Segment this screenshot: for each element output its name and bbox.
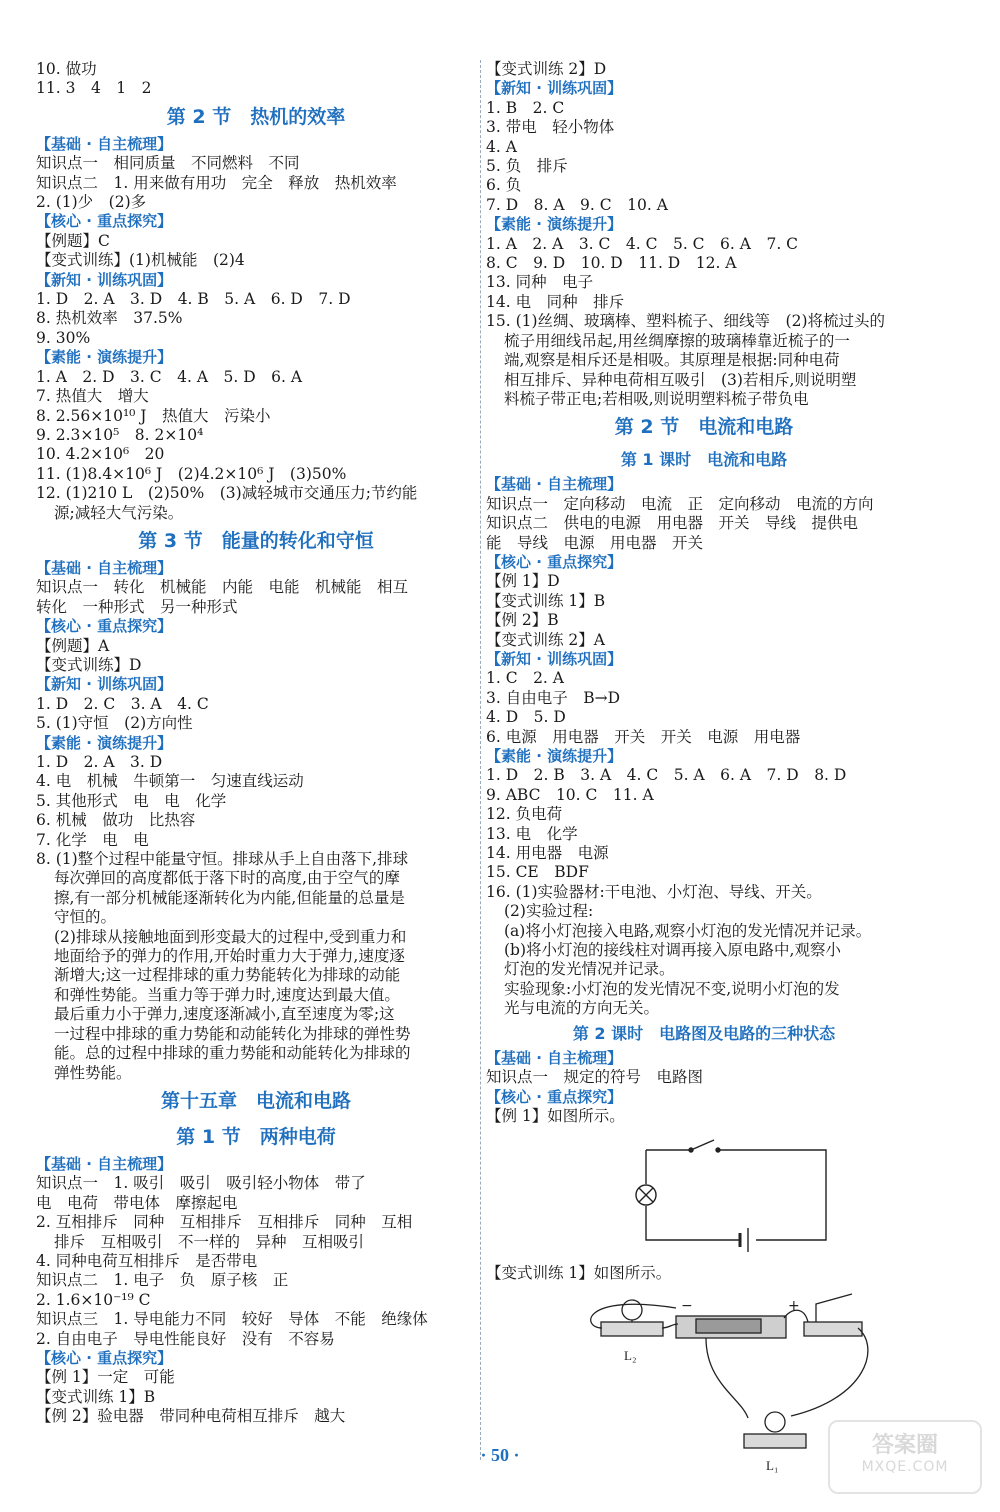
section-heading: 第 2 节 热机的效率 <box>166 105 346 128</box>
section-heading: 第 1 节 两种电荷 <box>176 1125 336 1148</box>
answer-line: 【例题】C <box>36 231 110 250</box>
answer-line: 8. (1)整个过程中能量守恒。排球从手上自由落下,排球 <box>36 850 409 869</box>
answer-line: 4. 电 机械 牛顿第一 匀速直线运动 <box>36 772 304 791</box>
answer-line: 11. 3 4 1 2 <box>36 79 152 98</box>
battery-plus-label: + <box>788 1297 800 1314</box>
answer-line: 5. 负 排斥 <box>486 157 568 176</box>
answer-line: 【例 1】一定 可能 <box>36 1368 175 1387</box>
answer-line: 9. ABC 10. C 11. A <box>486 785 654 804</box>
circuit-diagram-example-1 <box>486 1130 916 1260</box>
answer-line: 2. 1.6×10⁻¹⁹ C <box>36 1290 151 1309</box>
answer-line: 6. 电源 用电器 开关 开关 电源 用电器 <box>486 727 801 746</box>
watermark-url: MXQE.COM <box>861 1459 949 1475</box>
answer-line: 【变式训练 2】A <box>486 630 605 649</box>
answer-line: 10. 4.2×10⁶ 20 <box>36 445 165 464</box>
answer-line: 3. 带电 轻小物体 <box>486 118 615 137</box>
answer-line: (2)实验过程: <box>504 902 594 921</box>
lamp-l2-bulb <box>622 1300 642 1320</box>
block-label: 【基础 · 自主梳理】 <box>36 558 173 577</box>
lesson-heading: 第 2 课时 电路图及电路的三种状态 <box>572 1023 836 1043</box>
answer-line: 【例题】A <box>36 636 110 655</box>
column-divider <box>480 60 481 1460</box>
answer-line: 相互排斥、异种电荷相互吸引 (3)若相斥,则说明塑 <box>504 370 857 389</box>
answer-line: 弹性势能。 <box>54 1063 132 1082</box>
answer-line: 3. 自由电子 B→D <box>486 688 621 707</box>
answer-line: 【例 1】如图所示。 <box>486 1106 625 1125</box>
answer-line: 一过程中排球的重力势能和动能转化为排球的弹性势 <box>54 1024 411 1043</box>
answer-line: 7. 热值大 增大 <box>36 387 149 406</box>
block-label: 【核心 · 重点探究】 <box>486 552 623 571</box>
answer-line: 4. A <box>486 137 517 156</box>
switch-lever <box>816 1294 852 1322</box>
answer-line: 6. 机械 做功 比热容 <box>36 811 196 830</box>
page-number: · 50 · <box>480 1445 520 1465</box>
block-label: 【素能 · 演练提升】 <box>36 733 173 752</box>
watermark-logo <box>828 1420 982 1494</box>
answer-line: (b)将小灯泡的接线柱对调再接入原电路中,观察小 <box>504 941 841 960</box>
lamp-l2-label: L₂ <box>624 1347 637 1363</box>
answer-line: 知识点一 规定的符号 电路图 <box>486 1068 704 1087</box>
switch-base <box>804 1322 862 1336</box>
answer-line: 5. (1)守恒 (2)方向性 <box>36 714 193 733</box>
switch-blade <box>691 1140 714 1150</box>
answer-line: 【变式训练 1】B <box>36 1387 156 1406</box>
answer-line: 能 导线 电源 用电器 开关 <box>486 533 704 552</box>
answer-line: 知识点一 转化 机械能 内能 电能 机械能 相互 <box>36 578 409 597</box>
answer-line: 灯泡的发光情况并记录。 <box>504 960 675 979</box>
block-label: 【核心 · 重点探究】 <box>36 617 173 636</box>
answer-line: 电 电荷 带电体 摩擦起电 <box>36 1193 238 1212</box>
lamp-l1-bulb <box>765 1412 785 1432</box>
answer-line: 知识点二 1. 电子 负 原子核 正 <box>36 1271 289 1290</box>
wire <box>706 1338 748 1418</box>
section-heading: 第 2 节 电流和电路 <box>614 416 794 439</box>
answer-line: 1. D 2. A 3. D <box>36 753 163 771</box>
lesson-heading: 第 1 课时 电流和电路 <box>620 450 788 470</box>
wire <box>791 1328 868 1416</box>
answer-line: 10. 做功 <box>36 60 97 78</box>
section-heading: 第十五章 电流和电路 <box>160 1089 351 1112</box>
answer-line: 4. 同种电荷互相排斥 是否带电 <box>36 1251 258 1270</box>
answer-line: 13. 电 化学 <box>486 824 578 843</box>
block-label: 【基础 · 自主梳理】 <box>36 134 173 153</box>
answer-line: 每次弹回的高度都低于落下时的高度,由于空气的摩 <box>54 869 400 888</box>
answer-line: 12. 负电荷 <box>486 805 563 824</box>
block-label: 【核心 · 重点探究】 <box>36 1348 173 1367</box>
answer-line: 9. 2.3×10⁵ 8. 2×10⁴ <box>36 425 204 444</box>
circuit-wire <box>646 1206 740 1240</box>
answer-line: 15. CE BDF <box>486 863 589 882</box>
watermark-title: 答案圈 <box>871 1433 938 1458</box>
answer-line: 15. (1)丝绸、玻璃棒、塑料梳子、细线等 (2)将梳过头的 <box>486 312 885 331</box>
answer-line: 7. D 8. A 9. C 10. A <box>486 195 668 214</box>
answer-line: 守恒的。 <box>54 908 117 927</box>
answer-line: 【变式训练 2】D <box>486 60 607 78</box>
answer-line: 2. (1)少 (2)多 <box>36 193 147 212</box>
answer-line: 能。总的过程中排球的重力势能和动能转化为排球的 <box>54 1044 411 1063</box>
lamp-cross <box>639 1188 653 1202</box>
answer-line: 9. 30% <box>36 328 91 347</box>
answer-line: 源;减轻大气污染。 <box>54 503 184 522</box>
answer-line: 12. (1)210 L (2)50% (3)减轻城市交通压力;节约能 <box>36 484 418 503</box>
block-label: 【素能 · 演练提升】 <box>36 348 173 367</box>
block-label: 【素能 · 演练提升】 <box>486 747 623 765</box>
answer-line: 和弹性势能。当重力等于弹力时,速度达到最大值。 <box>54 985 400 1004</box>
answer-line: 【变式训练 1】B <box>486 591 606 610</box>
block-label: 【核心 · 重点探究】 <box>486 1087 623 1106</box>
block-label: 【新知 · 训练巩固】 <box>486 79 623 98</box>
answer-line: 13. 同种 电子 <box>486 273 594 292</box>
section-heading: 第 3 节 能量的转化和守恒 <box>138 529 374 552</box>
answer-line: 知识点一 定向移动 电流 正 定向移动 电流的方向 <box>486 494 874 513</box>
block-label: 【新知 · 训练巩固】 <box>486 649 623 668</box>
answer-line: 知识点一 1. 吸引 吸引 吸引轻小物体 带了 <box>36 1174 366 1193</box>
answer-line: 【例 1】D <box>486 572 560 591</box>
answer-line: 梳子用细线吊起,用丝绸摩擦的玻璃棒靠近梳子的一 <box>504 331 850 350</box>
battery-cell <box>696 1319 761 1333</box>
answer-line: 4. D 5. D <box>486 708 566 727</box>
answer-line: 1. C 2. A <box>486 669 564 688</box>
answer-line: 知识点一 相同质量 不同燃料 不同 <box>36 154 300 173</box>
circuit-wire <box>718 1150 826 1240</box>
answer-line: 6. 负 <box>486 176 522 195</box>
answer-line: 知识点二 1. 用来做有用功 完全 释放 热机效率 <box>36 173 397 192</box>
answer-line: 2. 互相排斥 同种 互相排斥 互相排斥 同种 互相 <box>36 1213 413 1232</box>
answer-line: 8. 2.56×10¹⁰ J 热值大 污染小 <box>36 406 271 425</box>
answer-line: (a)将小灯泡接入电路,观察小灯泡的发光情况并记录。 <box>504 921 872 940</box>
answer-line: 11. (1)8.4×10⁶ J (2)4.2×10⁶ J (3)50% <box>36 464 347 483</box>
answer-line: 14. 电 同种 排斥 <box>486 292 625 311</box>
answer-line: 最后重力小于弹力,速度逐渐减小,直至速度为零;这 <box>54 1005 395 1024</box>
lamp-l2-base <box>601 1322 663 1336</box>
block-label: 【基础 · 自主梳理】 <box>36 1154 173 1173</box>
answer-line: 8. 热机效率 37.5% <box>36 309 183 328</box>
answer-line: 16. (1)实验器材:干电池、小灯泡、导线、开关。 <box>486 882 822 901</box>
block-label: 【新知 · 训练巩固】 <box>36 675 173 694</box>
answer-line: 7. 化学 电 电 <box>36 830 149 849</box>
block-label: 【基础 · 自主梳理】 <box>486 1048 623 1067</box>
lamp-l1-label: L₁ <box>766 1457 779 1473</box>
answer-line: 14. 用电器 电源 <box>486 844 609 863</box>
right-column <box>486 60 922 1482</box>
block-label: 【新知 · 训练巩固】 <box>36 270 173 289</box>
answer-line: 转化 一种形式 另一种形式 <box>36 597 238 616</box>
answer-line: 排斥 互相吸引 不一样的 异种 互相吸引 <box>54 1232 365 1251</box>
answer-line: 【变式训练】(1)机械能 (2)4 <box>36 251 245 270</box>
answer-line: 地面给予的弹力的作用,开始时重力大于弹力,速度逐 <box>54 947 405 966</box>
answer-line: 1. D 2. A 3. D 4. B 5. A 6. D 7. D <box>36 290 351 309</box>
answer-line: 擦,有一部分机械能逐渐转化为内能,但能量的总量是 <box>54 888 405 907</box>
answer-line: 1. A 2. A 3. C 4. C 5. C 6. A 7. C <box>486 234 799 253</box>
answer-line: 端,观察是相斥还是相吸。其原理是根据:同种电荷 <box>504 351 840 370</box>
answer-line: 【变式训练 1】如图所示。 <box>486 1264 672 1283</box>
answer-line: 实验现象:小灯泡的发光情况不变,说明小灯泡的发 <box>504 979 840 998</box>
answer-line: 1. D 2. C 3. A 4. C <box>36 694 209 713</box>
answer-line: 光与电流的方向无关。 <box>504 999 660 1018</box>
block-label: 【素能 · 演练提升】 <box>486 215 623 234</box>
answer-line: (2)排球从接触地面到形变最大的过程中,受到重力和 <box>54 927 407 946</box>
left-column <box>36 60 476 1427</box>
answer-line: 【例 2】验电器 带同种电荷相互排斥 越大 <box>36 1407 346 1426</box>
answer-line: 1. B 2. C <box>486 98 565 117</box>
battery-minus-label: − <box>681 1297 693 1314</box>
answer-line: 1. A 2. D 3. C 4. A 5. D 6. A <box>36 367 303 386</box>
answer-line: 【例 2】B <box>486 611 559 630</box>
answer-line: 知识点二 供电的电源 用电器 开关 导线 提供电 <box>486 514 859 533</box>
answer-line: 知识点三 1. 导电能力不同 较好 导体 不能 绝缘体 <box>36 1310 428 1329</box>
answer-line: 5. 其他形式 电 电 化学 <box>36 791 227 810</box>
block-label: 【核心 · 重点探究】 <box>36 212 173 231</box>
switch-contact <box>689 1148 693 1152</box>
answer-line: 【变式训练】D <box>36 655 142 674</box>
answer-line: 8. C 9. D 10. D 11. D 12. A <box>486 254 737 273</box>
answer-line: 1. D 2. B 3. A 4. C 5. A 6. A 7. D 8. D <box>486 766 847 785</box>
block-label: 【基础 · 自主梳理】 <box>486 475 623 494</box>
answer-line: 料梳子带正电;若相吸,则说明塑料梳子带负电 <box>504 389 809 408</box>
answer-line: 2. 自由电子 导电性能良好 没有 不容易 <box>36 1329 335 1348</box>
answer-line: 渐增大;这一过程排球的重力势能转化为排球的动能 <box>54 966 401 985</box>
